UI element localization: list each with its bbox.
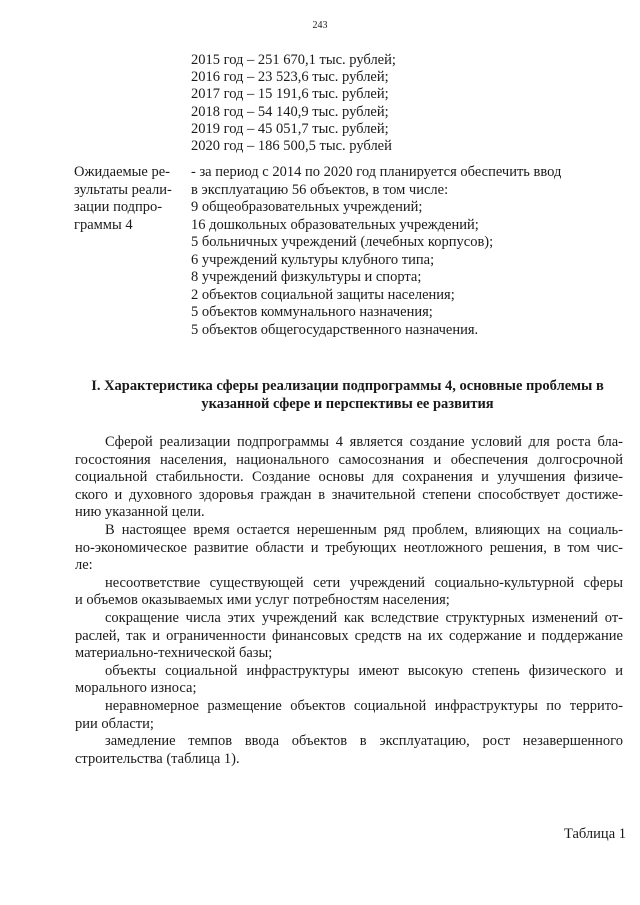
text-line: замедление темпов ввода объектов в эксплуатацию, рост незавершенного	[105, 733, 623, 750]
results-line: - за период с 2014 по 2020 год планируется обеспечить ввод	[191, 164, 562, 180]
text-line: сокращение числа этих учреждений как вследствие структурных изменений от-	[105, 609, 623, 626]
text-line: строительства (таблица 1).	[75, 750, 240, 767]
text-line: несоответствие существующей сети учреждений социально-культурной сферы	[105, 574, 623, 591]
text-line: нию указанной цели.	[75, 504, 205, 521]
funding-year-2015: 2015 год – 251 670,1 тыс. рублей;	[191, 52, 396, 68]
paragraph	[75, 575, 623, 610]
results-line: 9 общеобразовательных учреждений;	[191, 199, 423, 215]
funding-year-2017: 2017 год – 15 191,6 тыс. рублей;	[191, 86, 389, 103]
paragraph	[75, 434, 623, 522]
expected-results-label	[74, 164, 184, 234]
heading-line: указанной сфере и перспективы ее развития	[201, 396, 494, 412]
text-line: раслей, так и ограниченности финансовых средств на их содержание и поддержание	[75, 627, 623, 644]
heading-line: I. Характеристика сферы реализации подпрограммы 4, основные проблемы в	[91, 378, 604, 394]
funding-by-year-list	[191, 52, 396, 155]
text-line: госостояния населения, национального самосознания и обеспечения долгосрочной	[75, 451, 623, 468]
results-line: в эксплуатацию 56 объектов, в том числе:	[191, 181, 449, 198]
text-line: социальной стабильности. Создание основы для сохранения и улучшения физиче-	[75, 469, 623, 486]
paragraph	[75, 733, 623, 768]
text-line: рии области;	[75, 715, 154, 732]
table-caption: Таблица 1	[563, 826, 626, 842]
results-line: 6 учреждений культуры клубного типа;	[191, 251, 435, 268]
section-heading	[70, 377, 625, 413]
label-line: зультаты реали-	[74, 181, 172, 198]
funding-year-2020: 2020 год – 186 500,5 тыс. рублей	[191, 138, 392, 155]
expected-results-list	[191, 164, 611, 339]
label-line: Ожидаемые ре-	[74, 164, 170, 180]
funding-year-2018: 2018 год – 54 140,9 тыс. рублей;	[191, 103, 389, 120]
text-line: но-экономическое развитие области и требующих неотложного решения, в том чис-	[75, 539, 623, 556]
text-line: ского и духовного здоровья граждан в значительной степени способствует достиже-	[75, 486, 623, 503]
paragraph	[75, 522, 623, 575]
results-line: 5 больничных учреждений (лечебных корпусов);	[191, 234, 494, 250]
results-line: 16 дошкольных образовательных учреждений;	[191, 216, 479, 233]
text-line: ле:	[75, 557, 93, 574]
funding-year-2019: 2019 год – 45 051,7 тыс. рублей;	[191, 120, 389, 137]
paragraph	[75, 663, 623, 698]
text-line: неравномерное размещение объектов социальной инфраструктуры по террито-	[105, 697, 623, 714]
funding-year-2016: 2016 год – 23 523,6 тыс. рублей;	[191, 69, 389, 86]
text-line: В настоящее время остается нерешенным ряд проблем, влияющих на социаль-	[105, 521, 623, 538]
text-line: морального износа;	[75, 680, 197, 697]
label-line: граммы 4	[74, 216, 133, 233]
text-line: материально-технической базы;	[75, 645, 273, 662]
results-line: 5 объектов общегосударственного назначения.	[191, 321, 479, 338]
results-line: 8 учреждений физкультуры и спорта;	[191, 269, 422, 285]
section-body	[75, 434, 623, 768]
results-line: 5 объектов коммунального назначения;	[191, 304, 433, 320]
text-line: и объемов оказываемых ими услуг потребностям населения;	[75, 592, 450, 609]
text-line: объекты социальной инфраструктуры имеют высокую степень физического и	[105, 662, 623, 679]
paragraph	[75, 698, 623, 733]
label-line: зации подпро-	[74, 199, 163, 215]
page-number: 243	[312, 20, 328, 31]
paragraph	[75, 610, 623, 663]
text-line: Сферой реализации подпрограммы 4 является создание условий для роста бла-	[105, 434, 623, 450]
results-line: 2 объектов социальной защиты населения;	[191, 286, 455, 303]
